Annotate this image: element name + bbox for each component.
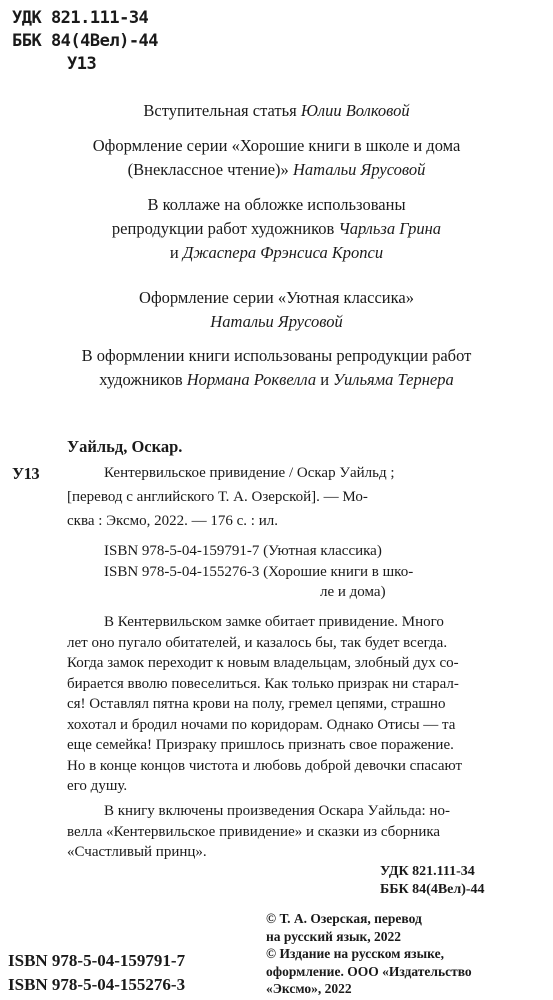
biblio-isbn2-line2: ле и дома)	[320, 584, 386, 600]
annotation-paragraph-2	[67, 801, 537, 863]
annotation-line: Но в конце концов чистота и любовь доброй девочки спасают	[67, 757, 463, 774]
annotation-line: Когда замок переходит к новым владельцам, злобный дух со-	[67, 655, 459, 671]
collage-line1: В коллаже на обложке использованы	[147, 195, 406, 214]
annotation-line: велла «Кентервильское привидение» и сказки из сборника	[67, 823, 441, 840]
udk-code-bottom: УДК 821.111-34	[380, 864, 475, 879]
annotation-line: В книгу включены произведения Оскара Уайльда: но-	[104, 803, 450, 819]
series1-author: Натальи Ярусовой	[292, 160, 426, 179]
illus-line2	[0, 368, 553, 392]
collage-line3	[0, 241, 553, 265]
bbk-code-bottom: ББК 84(4Вел)-44	[380, 882, 485, 897]
series1-credit-line1: Оформление серии «Хорошие книги в школе и дома	[92, 136, 461, 155]
annotation-line: хохотал и бродил ночами по коридорам. Однако Отисы — та	[67, 716, 456, 733]
biblio-isbn1: ISBN 978-5-04-159791-7 (Уютная классика)	[104, 543, 382, 559]
annotation-line: ся! Оставлял пятна крови на полу, гремел цепями, страшно	[67, 696, 446, 712]
intro-credit	[0, 99, 553, 123]
illus-artist2: Уильяма Тернера	[333, 370, 454, 389]
biblio-code: У13	[12, 464, 40, 483]
collage-artist2: Джаспера Фрэнсиса Кропси	[182, 243, 384, 262]
copyright-edition-line1: © Издание на русском языке,	[266, 946, 444, 961]
illus-artist1: Нормана Роквелла	[186, 370, 317, 389]
collage-line2	[0, 217, 553, 241]
illus-prefix: художников	[99, 370, 183, 389]
series2-credit-line2	[0, 310, 553, 334]
isbn-bottom-2: ISBN 978-5-04-155276-3	[8, 975, 186, 994]
illus-line1: В оформлении книги использованы репродукции работ	[81, 346, 472, 365]
author-heading: Уайльд, Оскар.	[67, 437, 183, 456]
collage-prefix: репродукции работ художников	[111, 219, 335, 238]
illus-and: и	[320, 370, 330, 389]
copyright-translation-line1: © Т. А. Озерская, перевод	[266, 911, 422, 926]
collage-artist1: Чарльза Грина	[338, 219, 442, 238]
series1-prefix: (Внеклассное чтение)»	[127, 160, 289, 179]
annotation-line: лет оно пугало обитателей, и казалось бы, так будет всегда.	[67, 634, 448, 651]
bbk-code: ББК 84(4Вел)-44	[12, 31, 159, 51]
copyright-edition-line3: «Эксмо», 2022	[266, 981, 352, 996]
intro-author: Юлии Волковой	[300, 101, 410, 120]
series2-credit-line1: Оформление серии «Уютная классика»	[139, 288, 414, 307]
collage-and: и	[169, 243, 179, 262]
annotation-line: бирается вволю повеселиться. Как только призрак ни старал-	[67, 675, 459, 692]
series2-author: Натальи Ярусовой	[210, 312, 343, 331]
annotation-line: его душу.	[67, 778, 128, 794]
udk-code: УДК 821.111-34	[12, 8, 149, 28]
annotation-line: «Счастливый принц».	[67, 844, 207, 860]
biblio-isbn2-line1: ISBN 978-5-04-155276-3 (Хорошие книги в шко-	[104, 564, 414, 580]
intro-prefix: Вступительная статья	[143, 101, 297, 120]
biblio-line3: сква : Эксмо, 2022. — 176 с. : ил.	[67, 513, 278, 529]
annotation-line: В Кентервильском замке обитает привидение. Много	[104, 614, 444, 630]
annotation-line: еще семейка! Призраку пришлось признать свое поражение.	[67, 737, 454, 753]
isbn-bottom-1: ISBN 978-5-04-159791-7	[8, 951, 186, 970]
biblio-line1: Кентервильское привидение / Оскар Уайльд ;	[104, 465, 395, 481]
author-sign-code: У13	[67, 54, 97, 74]
series1-credit-line2	[0, 158, 553, 182]
copyright-translation-line2: на русский язык, 2022	[266, 928, 402, 944]
copyright-edition-line2: оформление. ООО «Издательство	[266, 963, 472, 979]
annotation-paragraph-1	[67, 612, 537, 797]
biblio-line2: [перевод с английского Т. А. Озерской]. — Мо-	[67, 489, 368, 505]
